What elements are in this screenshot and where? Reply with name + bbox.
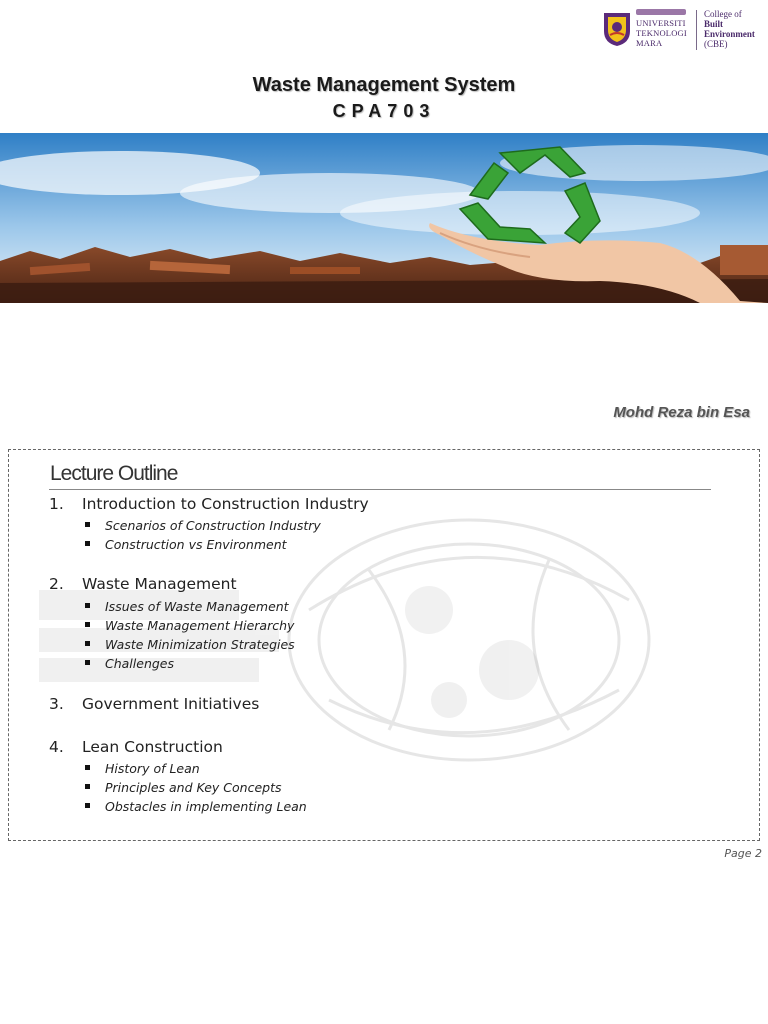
heading-divider — [49, 489, 711, 490]
bullet-icon — [85, 522, 90, 527]
college-name — [704, 9, 764, 49]
uni-line-3: MARA — [636, 38, 663, 48]
college-line-1: College of — [704, 9, 742, 19]
outline-item-text: Challenges — [105, 656, 175, 671]
outline-item-text: Waste Minimization Strategies — [105, 637, 295, 652]
page-number: Page 2 — [724, 847, 762, 860]
uni-line-2: TEKNOLOGI — [636, 28, 687, 38]
jawi-script-mark — [636, 9, 686, 15]
outline-item-text: Scenarios of Construction Industry — [105, 518, 321, 533]
outline-item — [85, 518, 321, 533]
bullet-icon — [85, 641, 90, 646]
outline-item-text: Issues of Waste Management — [105, 599, 289, 614]
outline-item — [85, 799, 307, 814]
outline-item — [85, 656, 174, 671]
college-logo — [600, 8, 762, 52]
outline-section-3 — [49, 695, 259, 713]
outline-item-text: Construction vs Environment — [105, 537, 287, 552]
outline-item — [85, 761, 200, 776]
section-title: Waste Management — [82, 575, 237, 593]
document-title: Waste Management System — [252, 74, 516, 96]
course-code: CPA703 — [332, 101, 436, 121]
outline-item — [85, 780, 282, 795]
outline-item — [85, 618, 294, 633]
bullet-icon — [85, 765, 90, 770]
outline-heading: Lecture Outline — [50, 462, 178, 485]
section-title: Government Initiatives — [82, 695, 260, 713]
college-line-2: Built — [704, 19, 724, 29]
bullet-icon — [85, 803, 90, 808]
outline-section-2 — [49, 575, 237, 593]
outline-item — [85, 637, 295, 652]
outline-item-text: Obstacles in implementing Lean — [105, 799, 307, 814]
section-title: Introduction to Construction Industry — [82, 495, 369, 513]
outline-section-4 — [49, 738, 223, 756]
outline-item — [85, 537, 287, 552]
bullet-icon — [85, 603, 90, 608]
section-title: Lean Construction — [82, 738, 223, 756]
bullet-icon — [85, 784, 90, 789]
bullet-icon — [85, 622, 90, 627]
banner-image — [0, 133, 768, 303]
bullet-icon — [85, 541, 90, 546]
banner-illustration — [0, 133, 768, 303]
college-line-4: (CBE) — [704, 39, 728, 49]
outline-item-text: Principles and Key Concepts — [105, 780, 282, 795]
section-number: 3. — [49, 695, 64, 713]
outline-item — [85, 599, 289, 614]
author-name: Mohd Reza bin Esa — [613, 404, 750, 421]
outline-item-text: Waste Management Hierarchy — [105, 618, 295, 633]
section-number: 4. — [49, 738, 64, 756]
logo-divider — [696, 10, 697, 50]
section-number: 1. — [49, 495, 64, 513]
lecture-outline-panel — [8, 449, 760, 841]
outline-section-1 — [49, 495, 369, 513]
college-line-3: Environment — [704, 29, 755, 39]
university-name — [636, 9, 692, 48]
section-number: 2. — [49, 575, 64, 593]
uitm-crest-icon — [602, 11, 632, 47]
outline-item-text: History of Lean — [105, 761, 200, 776]
uni-line-1: UNIVERSITI — [636, 18, 686, 28]
bullet-icon — [85, 660, 90, 665]
